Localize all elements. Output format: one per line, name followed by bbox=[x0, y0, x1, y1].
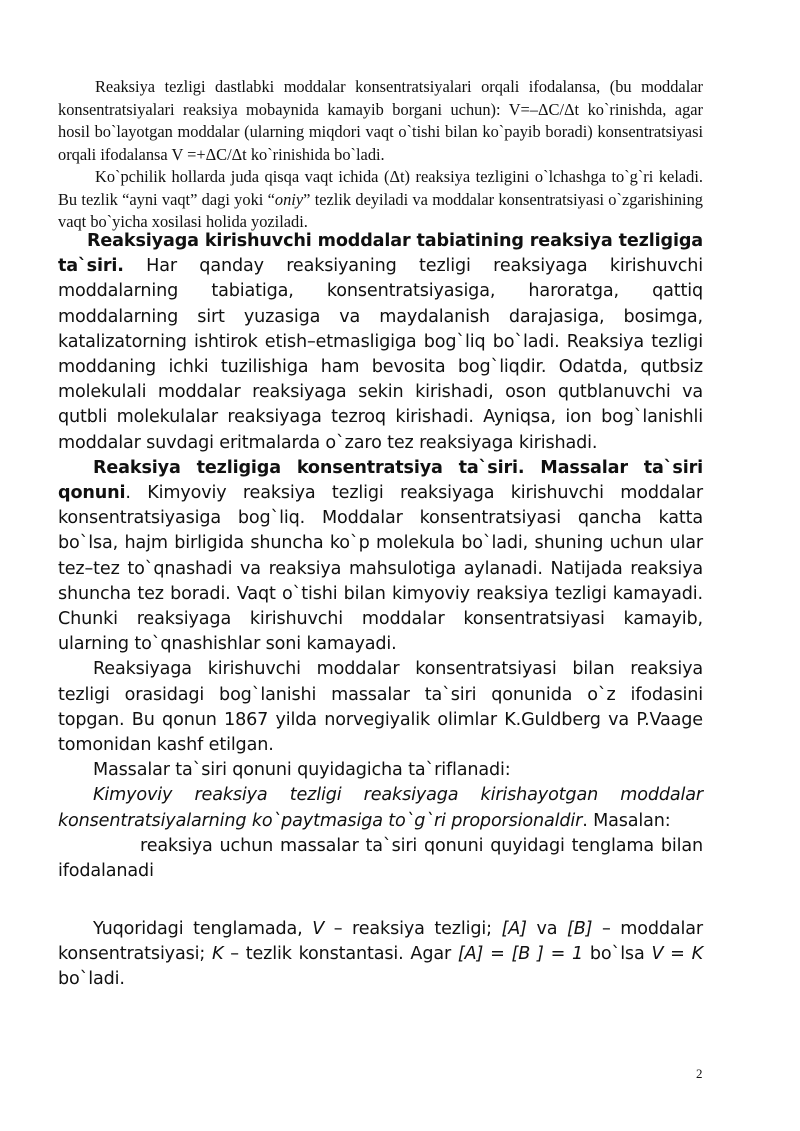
paragraph-rate-definition: Reaksiya tezligi dastlabki moddalar konsentratsiyalari orqali ifodalansa, (bu moddalar konsentratsiyalari reaksiya mobaynida kamayib borgani uchun): V=–ΔC/Δt ko`rinishda, agar hosil bo`layotgan moddalar (ularning miqdori vaqt o`tishi bilan ko`payib boradi) konsentratsiyasi orqali ifodalansa V =+ΔC/Δt ko`rinishida bo`ladi. bbox=[58, 77, 703, 164]
text-span: – reaksiya tezligi; bbox=[324, 919, 502, 939]
paragraph-text: Kimyoviy reaksiya tezligi reaksiyaga kirishuvchi moddalar konsentratsiyasiga bog`liq. Moddalar konsentratsiyasi qancha katta bo`lsa, hajm birligida shuncha ko`p molekula bo`ladi, shuning uchun ular tez–tez to`qnashadi va reaksiya mahsulotiga aylanadi. Natijada reaksiya shuncha tez boradi. Vaqt o`tishi bilan kimyoviy reaksiya tezligi kamayadi. Chunki reaksiyaga kirishuvchi moddalar konsentratsiyasi kamayib, ularning to`qnashishlar soni kamayadi. bbox=[58, 483, 703, 655]
paragraph-text: . Masalan: bbox=[582, 810, 671, 831]
condition-expression: [A] = [B ] = 1 bbox=[457, 944, 584, 965]
paragraph-mass-action-law: Reaksiyaga kirishuvchi moddalar konsentratsiyasi bilan reaksiya tezligi orasidagi bog`lanishi massalar ta`siri qonunida o`z ifodasini topgan. Bu qonun 1867 yilda norvegiyalik olimlar K.Guldberg va P.Vaage tomonidan kashf etilgan. bbox=[58, 659, 703, 756]
paragraph-equation-terms bbox=[58, 917, 703, 993]
main-block bbox=[58, 229, 703, 884]
text-span: – tezlik konstantasi. Agar bbox=[223, 944, 458, 965]
text-span: Yuqoridagi tenglamada, bbox=[93, 919, 313, 939]
text-span: bo`ladi. bbox=[58, 969, 125, 990]
text-span: – moddalar konsentratsiyasi; bbox=[58, 919, 704, 965]
equation-explanation-block bbox=[58, 917, 703, 993]
symbol-a: [A] bbox=[501, 919, 527, 939]
paragraph-law-definition bbox=[58, 783, 703, 833]
page-number: 2 bbox=[696, 1066, 703, 1081]
italic-term: oniy bbox=[274, 189, 304, 209]
paragraph-text: Har qanday reaksiyaning tezligi reaksiyaga kirishuvchi moddalarning tabiatiga, konsentratsiyasiga, haroratga, qattiq moddalarning sirt yuzasiga va maydalanish darajasiga, bosimga, katalizatorning ishtirok etish–etmasligiga bog`liq bo`ladi. Reaksiya tezligi moddaning ichki tuzilishiga ham bevosita bog`liqdir. Odatda, qutbsiz molekulali moddalar reaksiyaga sekin kirishadi, oson qutblanuvchi va qutbli molekulalar reaksiyaga tezroq kirishadi. Ayniqsa, ion bog`lanishli moddalar suvdagi eritmalarda o`zaro tez reaksiyaga kirishadi. bbox=[58, 256, 703, 453]
heading-period: . bbox=[125, 483, 131, 504]
text-span: va bbox=[526, 919, 568, 939]
paragraph-nature-effect bbox=[58, 229, 703, 456]
law-statement: Kimyoviy reaksiya tezligi reaksiyaga kirishayotgan moddalar konsentratsiyalarning ko`paytmasiga to`g`ri proporsionaldir bbox=[58, 785, 703, 831]
section-heading-concentration: Reaksiya tezligiga konsentratsiya ta`siri. Massalar ta`siri qonuni bbox=[58, 457, 703, 504]
symbol-b: [B] bbox=[567, 919, 593, 939]
intro-block bbox=[58, 76, 703, 234]
result-expression: V = K bbox=[651, 944, 704, 965]
paragraph-law-intro: Massalar ta`siri qonuni quyidagicha ta`riflanadi: bbox=[93, 760, 511, 781]
section-heading-nature: Reaksiyaga kirishuvchi moddalar tabiatining reaksiya tezligiga ta`siri. bbox=[58, 231, 703, 277]
text-span: ” tezlik deyiladi va moddalar konsentratsiyasi o`zgarishining vaqt bo`yicha xosilasi holida yoziladi. bbox=[58, 189, 703, 231]
symbol-k: K bbox=[211, 944, 224, 965]
symbol-v: V bbox=[312, 919, 325, 939]
paragraph-instant-rate bbox=[58, 166, 703, 234]
text-span: Ko`pchilik hollarda juda qisqa vaqt ichida (Δt) reaksiya tezligini o`lchashga to`g`ri keladi. Bu tezlik “ayni vaqt” dagi yoki “ bbox=[58, 167, 703, 209]
paragraph-formula-note: reaksiya uchun massalar ta`siri qonuni quyidagi tenglama bilan ifodalanadi bbox=[58, 835, 703, 882]
paragraph-concentration-effect bbox=[58, 456, 703, 658]
text-span: bo`lsa bbox=[583, 944, 652, 965]
